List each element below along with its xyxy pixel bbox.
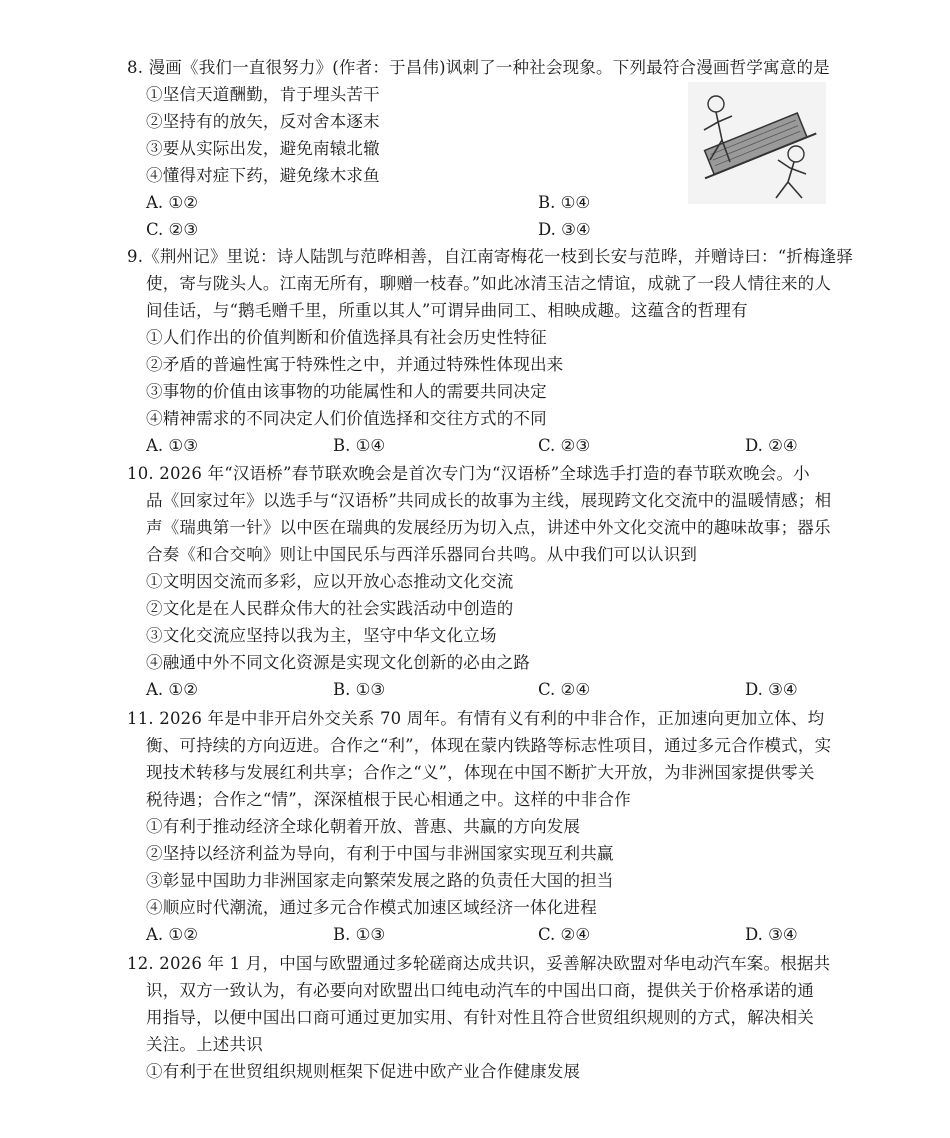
statement-item: ①人们作出的价值判断和价值选择具有社会历史性特征 — [146, 328, 547, 347]
cartoon-illustration-icon — [688, 82, 826, 204]
statement-item: ④懂得对症下药，避免缘木求鱼 — [146, 166, 380, 185]
choice-c: C. ②④ — [538, 925, 591, 944]
choice-c: C. ②③ — [146, 220, 199, 239]
question-stem-line: 12. 2026 年 1 月，中国与欧盟通过多轮磋商达成共识，妥善解决欧盟对华电动汽车案。根据共 — [127, 954, 831, 973]
choice-a: A. ①② — [146, 193, 198, 212]
choice-d: D. ③④ — [745, 925, 798, 944]
choice-a: A. ①③ — [146, 436, 198, 455]
statement-item: ④顺应时代潮流，通过多元合作模式加速区域经济一体化进程 — [146, 898, 597, 917]
choice-b: B. ①④ — [333, 436, 386, 455]
statement-item: ①有利于推动经济全球化朝着开放、普惠、共赢的方向发展 — [146, 817, 581, 836]
question-stem-line: 现技术转移与发展红利共享；合作之“义”，体现在中国不断扩大开放，为非洲国家提供零关 — [146, 763, 815, 782]
statement-item: ①有利于在世贸组织规则框架下促进中欧产业合作健康发展 — [146, 1062, 581, 1081]
choice-b: B. ①③ — [333, 680, 386, 699]
question-stem-line: 声《瑞典第一针》以中医在瑞典的发展经历为切入点，讲述中外文化交流中的趣味故事；器乐 — [146, 518, 831, 537]
statement-item: ②坚持有的放矢，反对舍本逐末 — [146, 112, 380, 131]
choice-a: A. ①② — [146, 925, 198, 944]
choice-d: D. ②④ — [745, 436, 798, 455]
choice-c: C. ②④ — [538, 680, 591, 699]
question-stem-line: 衡、可持续的方向迈进。合作之“利”，体现在蒙内铁路等标志性项目，通过多元合作模式，实 — [146, 736, 832, 755]
statement-item: ③文化交流应坚持以我为主，坚守中华文化立场 — [146, 626, 497, 645]
question-stem-line: 合奏《和合交响》则让中国民乐与西洋乐器同台共鸣。从中我们可以认识到 — [146, 545, 698, 564]
statement-item: ②文化是在人民群众伟大的社会实践活动中创造的 — [146, 599, 514, 618]
question-stem-line: 品《回家过年》以选手与“汉语桥”共同成长的故事为主线，展现跨文化交流中的温暖情感；相 — [146, 491, 832, 510]
statement-item: ②矛盾的普遍性寓于特殊性之中，并通过特殊性体现出来 — [146, 355, 564, 374]
statement-item: ③彰显中国助力非洲国家走向繁荣发展之路的负责任大国的担当 — [146, 871, 614, 890]
question-stem-line: 8. 漫画《我们一直很努力》(作者：于昌伟)讽刺了一种社会现象。下列最符合漫画哲学寓意的是 — [127, 58, 830, 77]
statement-item: ③要从实际出发，避免南辕北辙 — [146, 139, 380, 158]
statement-item: ④融通中外不同文化资源是实现文化创新的必由之路 — [146, 653, 531, 672]
statement-item: ②坚持以经济利益为导向，有利于中国与非洲国家实现互利共赢 — [146, 844, 614, 863]
question-stem-line: 用指导，以便中国出口商可通过更加实用、有针对性且符合世贸组织规则的方式，解决相关 — [146, 1008, 814, 1027]
choice-d: D. ③④ — [745, 680, 798, 699]
question-stem-line: 识，双方一致认为，有必要向对欧盟出口纯电动汽车的中国出口商，提供关于价格承诺的通 — [146, 981, 814, 1000]
statement-item: ①坚信天道酬勤，肯于埋头苦干 — [146, 85, 380, 104]
question-stem-line: 11. 2026 年是中非开启外交关系 70 周年。有情有义有利的中非合作，正加速向更加立体、均 — [127, 709, 825, 728]
statement-item: ③事物的价值由该事物的功能属性和人的需要共同决定 — [146, 382, 547, 401]
question-stem-line: 10. 2026 年“汉语桥”春节联欢晚会是首次专门为“汉语桥”全球选手打造的春节联欢晚会。小 — [127, 464, 810, 483]
question-stem-line: 关注。上述共识 — [146, 1035, 263, 1054]
choice-b: B. ①④ — [538, 193, 591, 212]
statement-item: ①文明因交流而多彩，应以开放心态推动文化交流 — [146, 572, 514, 591]
choice-d: D. ③④ — [538, 220, 591, 239]
choice-a: A. ①② — [146, 680, 198, 699]
choice-c: C. ②③ — [538, 436, 591, 455]
statement-item: ④精神需求的不同决定人们价值选择和交往方式的不同 — [146, 409, 547, 428]
question-stem-line: 间佳话，与“鹅毛赠千里，所重以其人”可谓异曲同工、相映成趣。这蕴含的哲理有 — [146, 301, 748, 320]
question-stem-line: 税待遇；合作之“情”，深深植根于民心相通之中。这样的中非合作 — [146, 790, 631, 809]
question-stem-line: 使，寄与陇头人。江南无所有，聊赠一枝春。”如此冰清玉洁之情谊，成就了一段人情往来的人 — [146, 274, 832, 293]
choice-b: B. ①③ — [333, 925, 386, 944]
question-stem-line: 9.《荆州记》里说：诗人陆凯与范晔相善，自江南寄梅花一枝到长安与范晔，并赠诗曰：“折梅逢驿 — [127, 247, 854, 266]
